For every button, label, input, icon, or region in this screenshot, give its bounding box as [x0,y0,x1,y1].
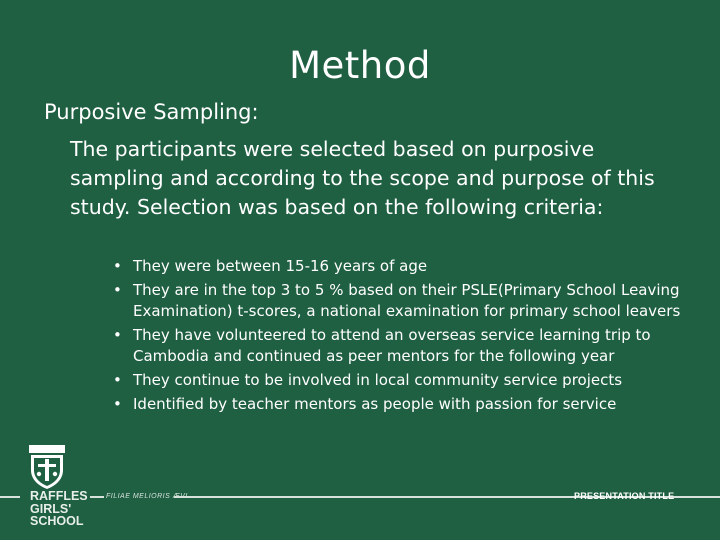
school-crest-icon [28,444,66,490]
section-heading: Purposive Sampling: [44,100,259,124]
criteria-text: Identified by teacher mentors as people with passion for service [133,395,617,413]
school-name [30,490,88,528]
school-motto: FILIAE MELIORIS ÆVI [106,493,188,500]
bullet-icon: • [113,395,122,413]
list-item [113,325,683,367]
presentation-title: PRESENTATION TITLE [574,491,675,501]
list-item [113,256,683,277]
method-paragraph: The participants were selected based on purposive sampling and according to the scope and purpose of this study. Selection was based on the following criteria: [70,137,655,219]
bullet-icon: • [113,257,122,275]
school-name-line: SCHOOL [30,514,84,528]
bullet-icon: • [113,371,122,389]
list-item [113,280,683,322]
bullet-icon: • [113,281,122,299]
bullet-icon: • [113,326,122,344]
slide-title: Method [289,44,431,87]
school-name-line: RAFFLES [30,489,88,503]
school-name-line: GIRLS' [30,501,72,516]
list-item [113,370,683,391]
list-item [113,394,683,415]
criteria-text: They were between 15-16 years of age [133,257,428,275]
criteria-text: They have volunteered to attend an overseas service learning trip to Cambodia and continued as peer mentors for the following year [133,326,651,365]
criteria-text: They continue to be involved in local community service projects [133,371,623,389]
criteria-list [113,256,683,418]
criteria-text: They are in the top 3 to 5 % based on their PSLE(Primary School Leaving Examination) t-scores, a national examination for primary school leavers [133,281,681,320]
